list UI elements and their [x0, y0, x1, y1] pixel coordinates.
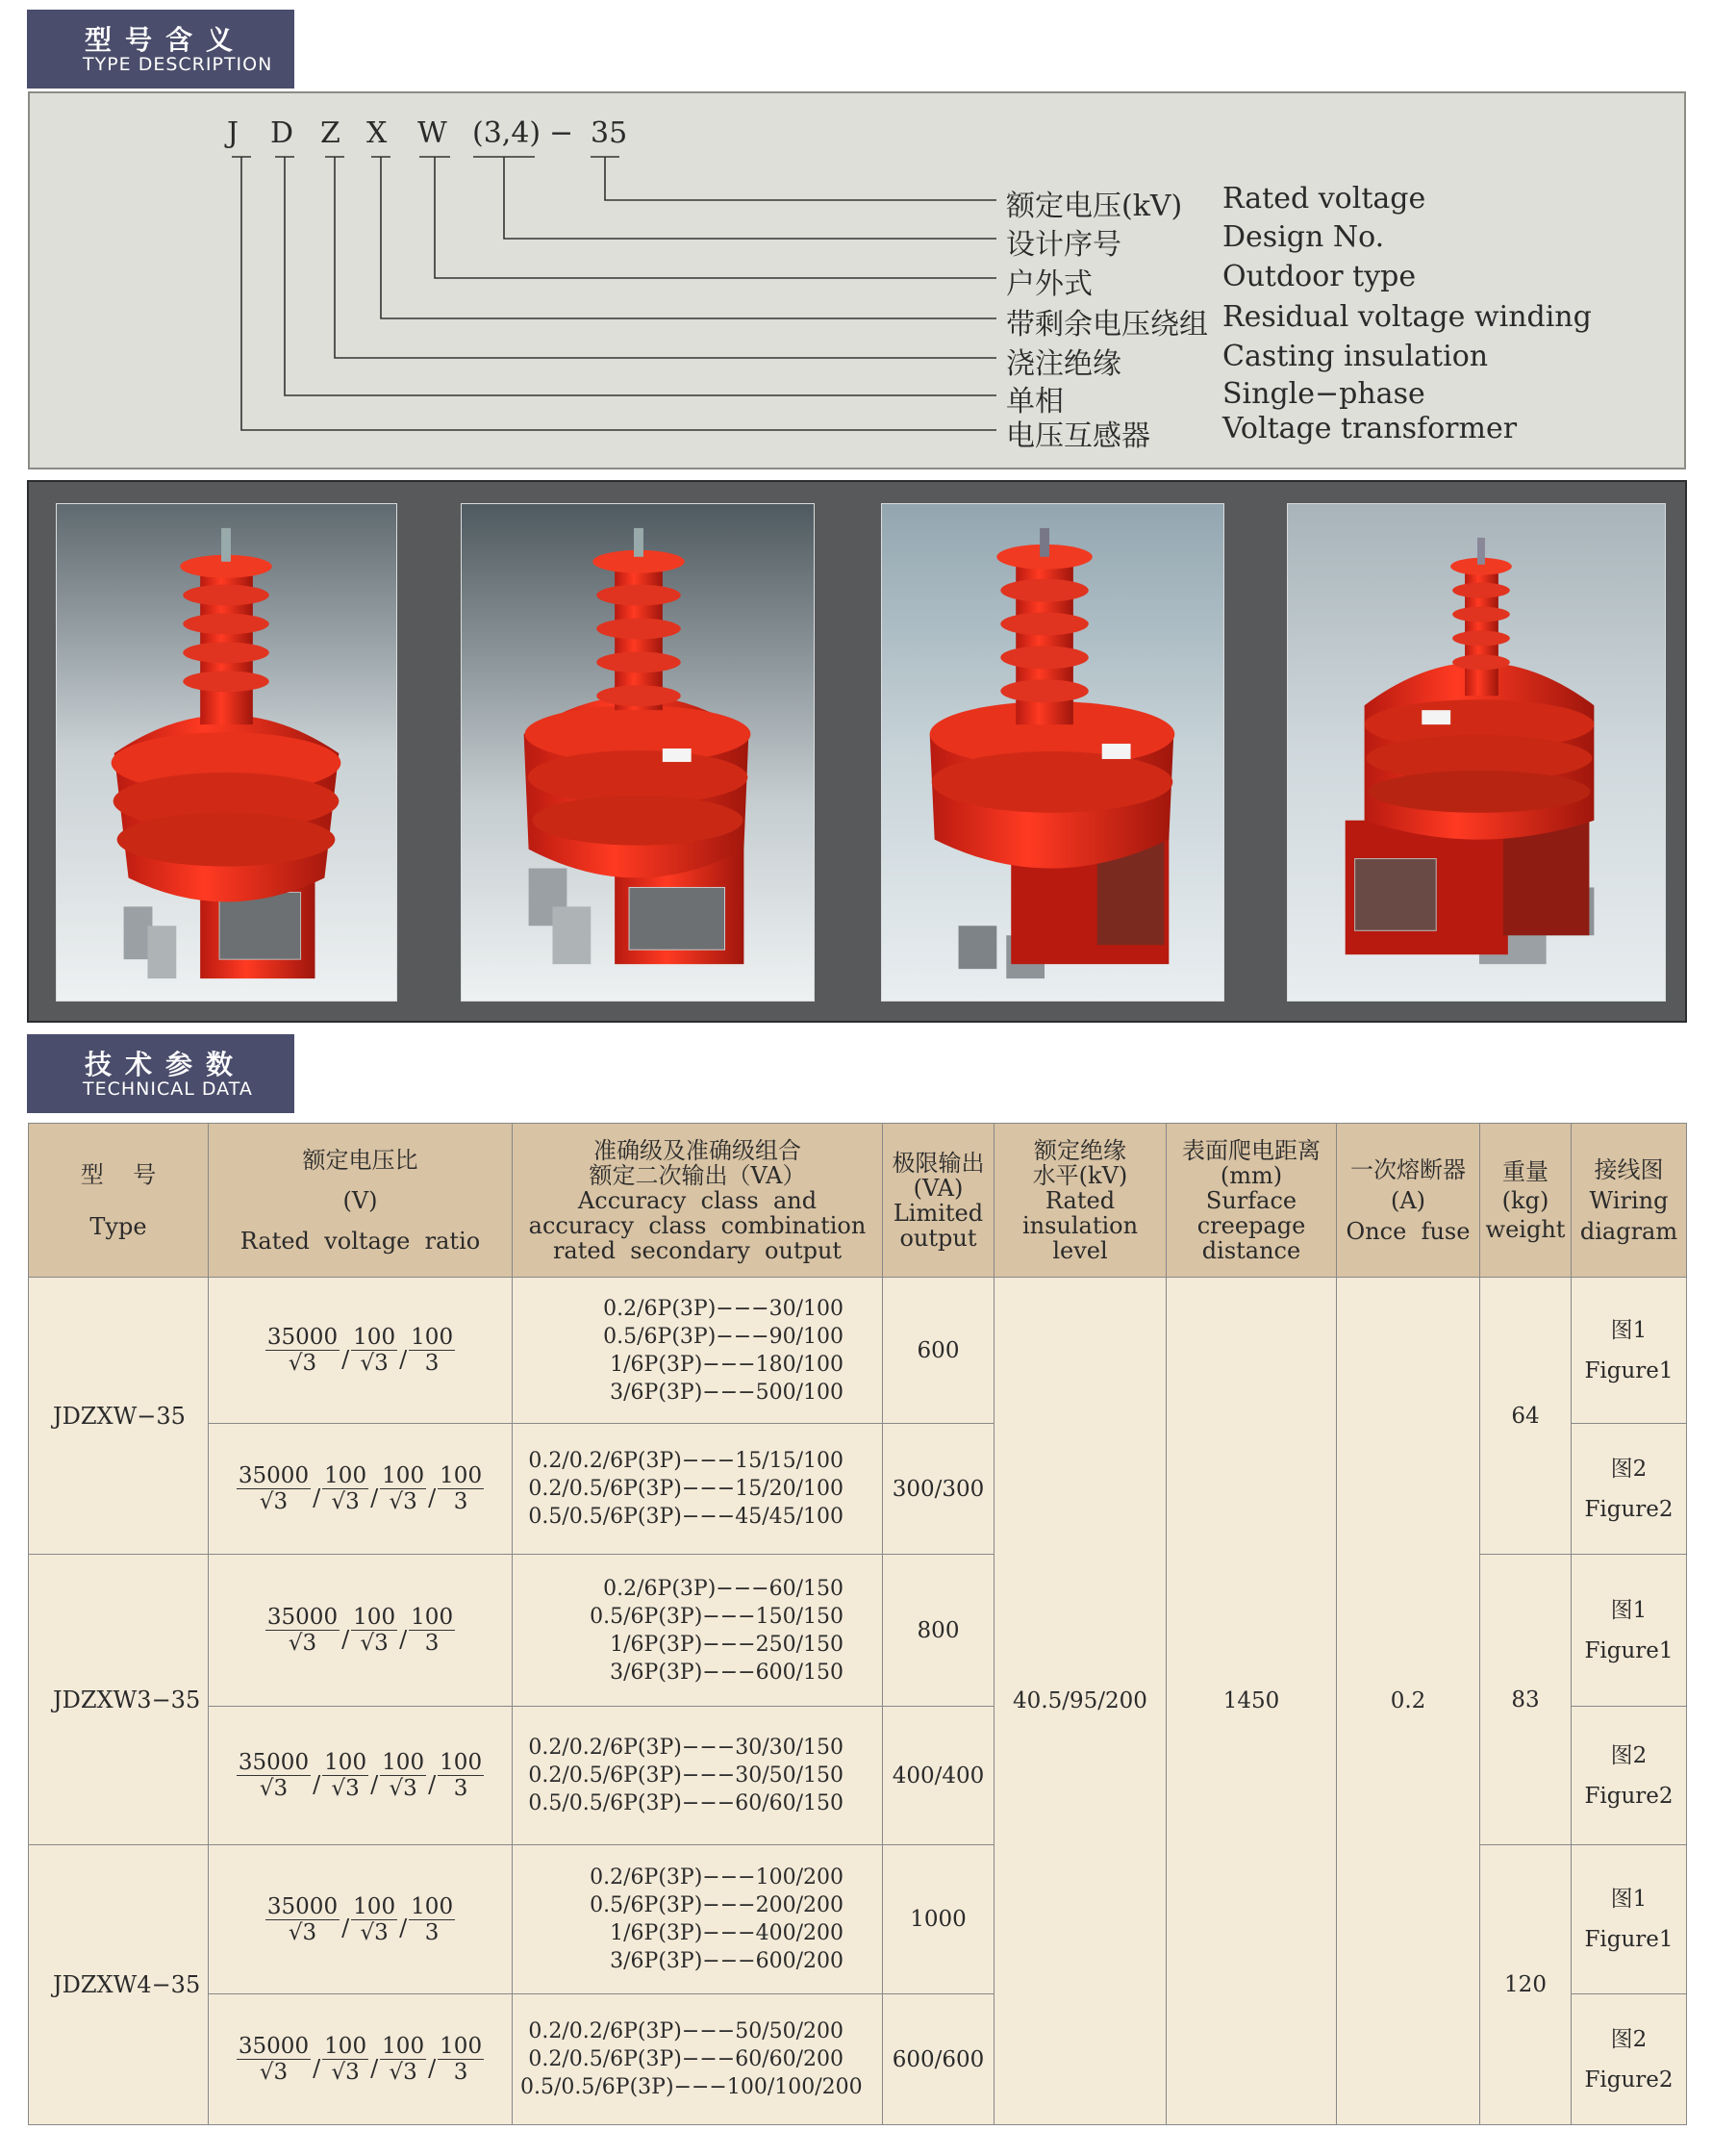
model-name: JDZXW4−35	[29, 1845, 209, 2125]
ratio-denominator: 3	[424, 1351, 440, 1376]
technical-data-table	[28, 1123, 1687, 2125]
header-unit: (kg)	[1501, 1186, 1549, 1214]
ratio-slash: /	[313, 1484, 321, 1511]
ratio-numerator: 35000	[266, 1325, 339, 1350]
wiring-diagram	[1572, 1555, 1687, 1707]
code-letter: J	[227, 116, 239, 150]
ratio-numerator: 35000	[238, 1750, 310, 1775]
accuracy-line: 0.2/6P(3P)−−−30/100	[603, 1296, 843, 1321]
ratio-numerator: 100	[382, 1463, 425, 1488]
header-en: Accuracy class and	[577, 1186, 818, 1214]
ratio-slash: /	[370, 2054, 379, 2082]
header-cn: 接线图	[1594, 1155, 1664, 1183]
ratio-fraction	[322, 2034, 368, 2085]
limited-output: 400/400	[883, 1707, 994, 1845]
header-en: Wiring	[1589, 1186, 1669, 1214]
code-letter: X	[366, 116, 388, 150]
header-cn: 额定绝缘	[1034, 1136, 1126, 1164]
header-accuracy	[513, 1124, 883, 1278]
ratio-fraction	[409, 1894, 455, 1945]
header-creepage	[1167, 1124, 1337, 1278]
ratio-numerator: 100	[411, 1893, 454, 1919]
accuracy-line: 0.5/6P(3P)−−−150/150	[590, 1604, 843, 1629]
ratio-slash: /	[428, 1770, 437, 1798]
ratio-denominator: √3	[360, 1351, 389, 1376]
ratio-fraction	[438, 1463, 484, 1514]
wiring-figure-cn: 图1	[1610, 1597, 1648, 1623]
rated-voltage-ratio	[209, 1278, 513, 1424]
accuracy-line: 0.5/6P(3P)−−−90/100	[603, 1324, 843, 1349]
wiring-figure-en: Figure1	[1584, 1927, 1674, 1952]
ratio-numerator: 35000	[266, 1605, 339, 1630]
ratio-fraction	[351, 1325, 397, 1376]
ratio-denominator: √3	[288, 1919, 317, 1945]
accuracy-line: 0.5/6P(3P)−−−200/200	[590, 1893, 843, 1917]
rated-voltage-ratio	[209, 1555, 513, 1707]
ratio-numerator: 100	[353, 1325, 396, 1350]
accuracy-output	[513, 1424, 883, 1555]
ratio-fraction	[322, 1750, 368, 1801]
meaning-en: Voltage transformer	[1222, 412, 1518, 445]
accuracy-output	[513, 1845, 883, 1994]
ratio-numerator: 35000	[238, 2034, 310, 2059]
meaning-cn: 户外式	[1006, 267, 1093, 301]
code-letter: (3,4)	[472, 116, 541, 150]
ratio-slash: /	[399, 1345, 408, 1373]
limited-output: 800	[883, 1555, 994, 1707]
ratio-slash: /	[370, 1770, 379, 1798]
ratio-denominator: √3	[259, 2060, 289, 2085]
ratio-numerator: 100	[324, 1750, 367, 1775]
header-cn: 额定电压比	[302, 1146, 418, 1174]
header-unit: (VA)	[913, 1174, 964, 1202]
type-description-diagram	[28, 91, 1686, 469]
header-en: level	[1052, 1236, 1108, 1264]
header-en: Surface	[1205, 1186, 1297, 1214]
meaning-en: Design No.	[1222, 220, 1385, 254]
header-type	[29, 1124, 209, 1278]
ratio-denominator: 3	[453, 1489, 468, 1514]
section-header-type-description	[27, 10, 294, 89]
header-unit: (mm)	[1220, 1161, 1283, 1189]
accuracy-line: 3/6P(3P)−−−600/150	[610, 1660, 843, 1685]
header-unit: (A)	[1390, 1186, 1426, 1214]
accuracy-line: 1/6P(3P)−−−250/150	[610, 1632, 843, 1657]
section-header-technical-data	[27, 1034, 294, 1113]
accuracy-line: 1/6P(3P)−−−180/100	[610, 1352, 843, 1377]
accuracy-line: 0.5/0.5/6P(3P)−−−60/60/150	[528, 1791, 843, 1815]
limited-output: 600	[883, 1278, 994, 1424]
ratio-numerator: 100	[382, 2034, 425, 2059]
header-cn: 准确级及准确级组合	[593, 1136, 801, 1164]
code-letter: −	[549, 116, 574, 150]
meaning-en: Outdoor type	[1222, 260, 1417, 293]
ratio-fraction	[380, 2034, 426, 2085]
wiring-diagram	[1572, 1707, 1687, 1845]
accuracy-output	[513, 1555, 883, 1707]
meaning-en: Rated voltage	[1222, 182, 1426, 216]
ratio-fraction	[265, 1605, 340, 1656]
ratio-denominator: √3	[288, 1631, 317, 1656]
accuracy-line: 3/6P(3P)−−−500/100	[610, 1380, 843, 1405]
accuracy-line: 0.2/0.2/6P(3P)−−−30/30/150	[528, 1736, 843, 1760]
ratio-slash: /	[399, 1625, 408, 1653]
accuracy-line: 0.2/0.2/6P(3P)−−−50/50/200	[528, 2019, 843, 2043]
header-en: distance	[1201, 1236, 1301, 1264]
wiring-figure-cn: 图2	[1610, 1742, 1648, 1768]
fuse-value: 0.2	[1337, 1278, 1480, 2125]
ratio-fraction	[380, 1750, 426, 1801]
rated-voltage-ratio	[209, 1845, 513, 1994]
header-wiring	[1572, 1124, 1687, 1278]
header-en: Rated	[1045, 1186, 1116, 1214]
insulation-value: 40.5/95/200	[994, 1278, 1167, 2125]
limited-output: 300/300	[883, 1424, 994, 1555]
ratio-denominator: 3	[424, 1631, 440, 1656]
ratio-slash: /	[313, 1770, 321, 1798]
ratio-denominator: √3	[259, 1489, 289, 1514]
table-row	[29, 1278, 1687, 1424]
ratio-fraction	[380, 1463, 426, 1514]
ratio-denominator: √3	[360, 1631, 389, 1656]
header-en: output	[899, 1224, 977, 1252]
meaning-cn: 带剩余电压绕组	[1006, 308, 1208, 342]
header-cn: 极限输出	[892, 1149, 985, 1177]
meaning-en: Single−phase	[1222, 377, 1425, 411]
header-cn: 一次熔断器	[1350, 1155, 1466, 1183]
header-en: rated secondary output	[552, 1236, 843, 1264]
weight-value: 64	[1480, 1278, 1572, 1555]
header-cn: 重量	[1502, 1157, 1548, 1185]
meaning-cn: 浇注绝缘	[1006, 347, 1121, 381]
header-en: Once fuse	[1346, 1217, 1471, 1245]
product-photo	[56, 503, 397, 1002]
ratio-fraction	[351, 1894, 397, 1945]
ratio-fraction	[237, 2034, 311, 2085]
header-en: creepage	[1196, 1211, 1306, 1239]
header-cn: 额定二次输出（VA）	[589, 1161, 806, 1189]
header-en: Rated voltage ratio	[239, 1227, 481, 1255]
ratio-denominator: √3	[331, 1489, 360, 1514]
code-letter: D	[270, 116, 294, 150]
ratio-fraction	[237, 1750, 311, 1801]
code-letter: 35	[591, 116, 628, 150]
code-letter: W	[417, 116, 447, 150]
ratio-denominator: 3	[453, 1776, 468, 1801]
meaning-en: Casting insulation	[1222, 340, 1489, 373]
header-weight	[1480, 1124, 1572, 1278]
ratio-numerator: 35000	[238, 1463, 310, 1488]
accuracy-line: 0.5/0.5/6P(3P)−−−100/100/200	[520, 2075, 863, 2099]
limited-output: 1000	[883, 1845, 994, 1994]
ratio-fraction	[265, 1325, 340, 1376]
table-header-row	[29, 1124, 1687, 1278]
wiring-figure-en: Figure2	[1584, 1783, 1674, 1809]
creepage-value: 1450	[1167, 1278, 1337, 2125]
wiring-diagram	[1572, 1845, 1687, 1994]
ratio-fraction	[409, 1605, 455, 1656]
ratio-numerator: 100	[353, 1893, 396, 1919]
accuracy-line: 1/6P(3P)−−−400/200	[610, 1921, 843, 1945]
ratio-denominator: √3	[259, 1776, 289, 1801]
wiring-figure-en: Figure1	[1584, 1637, 1674, 1663]
ratio-denominator: √3	[288, 1351, 317, 1376]
product-photo-strip	[27, 480, 1687, 1023]
ratio-denominator: √3	[389, 2060, 417, 2085]
section-title-en: TECHNICAL DATA	[83, 1078, 253, 1100]
accuracy-line: 0.2/6P(3P)−−−60/150	[603, 1576, 843, 1601]
ratio-fraction	[237, 1463, 311, 1514]
ratio-numerator: 100	[440, 1463, 483, 1488]
accuracy-line: 0.2/6P(3P)−−−100/200	[590, 1865, 843, 1890]
ratio-denominator: √3	[331, 1776, 360, 1801]
accuracy-line: 3/6P(3P)−−−600/200	[610, 1949, 843, 1973]
rated-voltage-ratio	[209, 1424, 513, 1555]
ratio-numerator: 100	[411, 1605, 454, 1630]
wiring-figure-en: Figure2	[1584, 2067, 1674, 2093]
rated-voltage-ratio	[209, 1707, 513, 1845]
weight-value: 120	[1480, 1845, 1572, 2125]
ratio-denominator: √3	[360, 1919, 389, 1945]
meaning-cn: 单相	[1006, 385, 1064, 419]
accuracy-line: 0.5/0.5/6P(3P)−−−45/45/100	[528, 1505, 843, 1529]
wiring-figure-en: Figure2	[1584, 1496, 1674, 1522]
header-cn: 表面爬电距离	[1182, 1136, 1321, 1164]
section-title-cn: 技术参数	[85, 1049, 247, 1080]
ratio-numerator: 100	[324, 2034, 367, 2059]
wiring-diagram	[1572, 1278, 1687, 1424]
ratio-denominator: 3	[424, 1919, 440, 1945]
product-photo	[461, 503, 815, 1002]
header-en: diagram	[1579, 1217, 1678, 1245]
ratio-denominator: √3	[389, 1489, 417, 1514]
accuracy-line: 0.2/0.2/6P(3P)−−−15/15/100	[528, 1449, 843, 1473]
meaning-en: Residual voltage winding	[1222, 300, 1592, 334]
ratio-slash: /	[341, 1345, 350, 1373]
header-cn: 型 号	[80, 1160, 157, 1188]
weight-value: 83	[1480, 1555, 1572, 1845]
header-insulation	[994, 1124, 1167, 1278]
section-title-en: TYPE DESCRIPTION	[83, 54, 273, 75]
wiring-figure-en: Figure1	[1584, 1357, 1674, 1383]
header-fuse	[1337, 1124, 1480, 1278]
ratio-numerator: 100	[411, 1325, 454, 1350]
accuracy-output	[513, 1994, 883, 2125]
header-limited-output	[883, 1124, 994, 1278]
header-en: Limited	[893, 1199, 984, 1227]
ratio-numerator: 100	[353, 1605, 396, 1630]
ratio-slash: /	[313, 2054, 321, 2082]
ratio-slash: /	[341, 1625, 350, 1653]
meaning-cn: 额定电压(kV)	[1006, 190, 1183, 223]
wiring-diagram	[1572, 1424, 1687, 1555]
model-name: JDZXW3−35	[29, 1555, 209, 1845]
ratio-fraction	[438, 1750, 484, 1801]
ratio-slash: /	[341, 1915, 350, 1941]
accuracy-line: 0.2/0.5/6P(3P)−−−60/60/200	[528, 2047, 843, 2071]
header-en: accuracy class combination	[528, 1211, 867, 1239]
ratio-numerator: 100	[324, 1463, 367, 1488]
ratio-denominator: 3	[453, 2060, 468, 2085]
ratio-fraction	[438, 2034, 484, 2085]
meaning-cn: 设计序号	[1006, 228, 1121, 262]
header-unit: (V)	[342, 1186, 378, 1214]
ratio-fraction	[409, 1325, 455, 1376]
accuracy-output	[513, 1707, 883, 1845]
product-photo	[881, 503, 1224, 1002]
ratio-slash: /	[428, 2054, 437, 2082]
header-en: insulation	[1021, 1211, 1139, 1239]
product-photo	[1287, 503, 1666, 1002]
ratio-numerator: 35000	[266, 1893, 339, 1919]
rated-voltage-ratio	[209, 1994, 513, 2125]
ratio-fraction	[351, 1605, 397, 1656]
table-body	[29, 1278, 1687, 2125]
ratio-fraction	[265, 1894, 340, 1945]
section-title-cn: 型号含义	[85, 24, 247, 56]
wiring-figure-cn: 图1	[1610, 1317, 1648, 1343]
ratio-denominator: √3	[331, 2060, 360, 2085]
wiring-figure-cn: 图2	[1610, 1456, 1648, 1482]
wiring-figure-cn: 图1	[1610, 1887, 1648, 1912]
wiring-diagram	[1572, 1994, 1687, 2125]
ratio-numerator: 100	[440, 1750, 483, 1775]
limited-output: 600/600	[883, 1994, 994, 2125]
ratio-denominator: √3	[389, 1776, 417, 1801]
header-cn: 水平(kV)	[1032, 1161, 1128, 1189]
ratio-slash: /	[428, 1484, 437, 1511]
header-en: Type	[89, 1212, 147, 1240]
code-letter: Z	[320, 116, 340, 150]
header-en: weight	[1485, 1215, 1566, 1243]
ratio-slash: /	[399, 1915, 408, 1941]
accuracy-output	[513, 1278, 883, 1424]
accuracy-line: 0.2/0.5/6P(3P)−−−30/50/150	[528, 1763, 843, 1788]
ratio-numerator: 100	[440, 2034, 483, 2059]
ratio-fraction	[322, 1463, 368, 1514]
wiring-figure-cn: 图2	[1610, 2026, 1648, 2052]
ratio-numerator: 100	[382, 1750, 425, 1775]
model-name: JDZXW−35	[29, 1278, 209, 1555]
meaning-cn: 电压互感器	[1006, 419, 1150, 453]
header-ratio	[209, 1124, 513, 1278]
accuracy-line: 0.2/0.5/6P(3P)−−−15/20/100	[528, 1477, 843, 1501]
ratio-slash: /	[370, 1484, 379, 1511]
